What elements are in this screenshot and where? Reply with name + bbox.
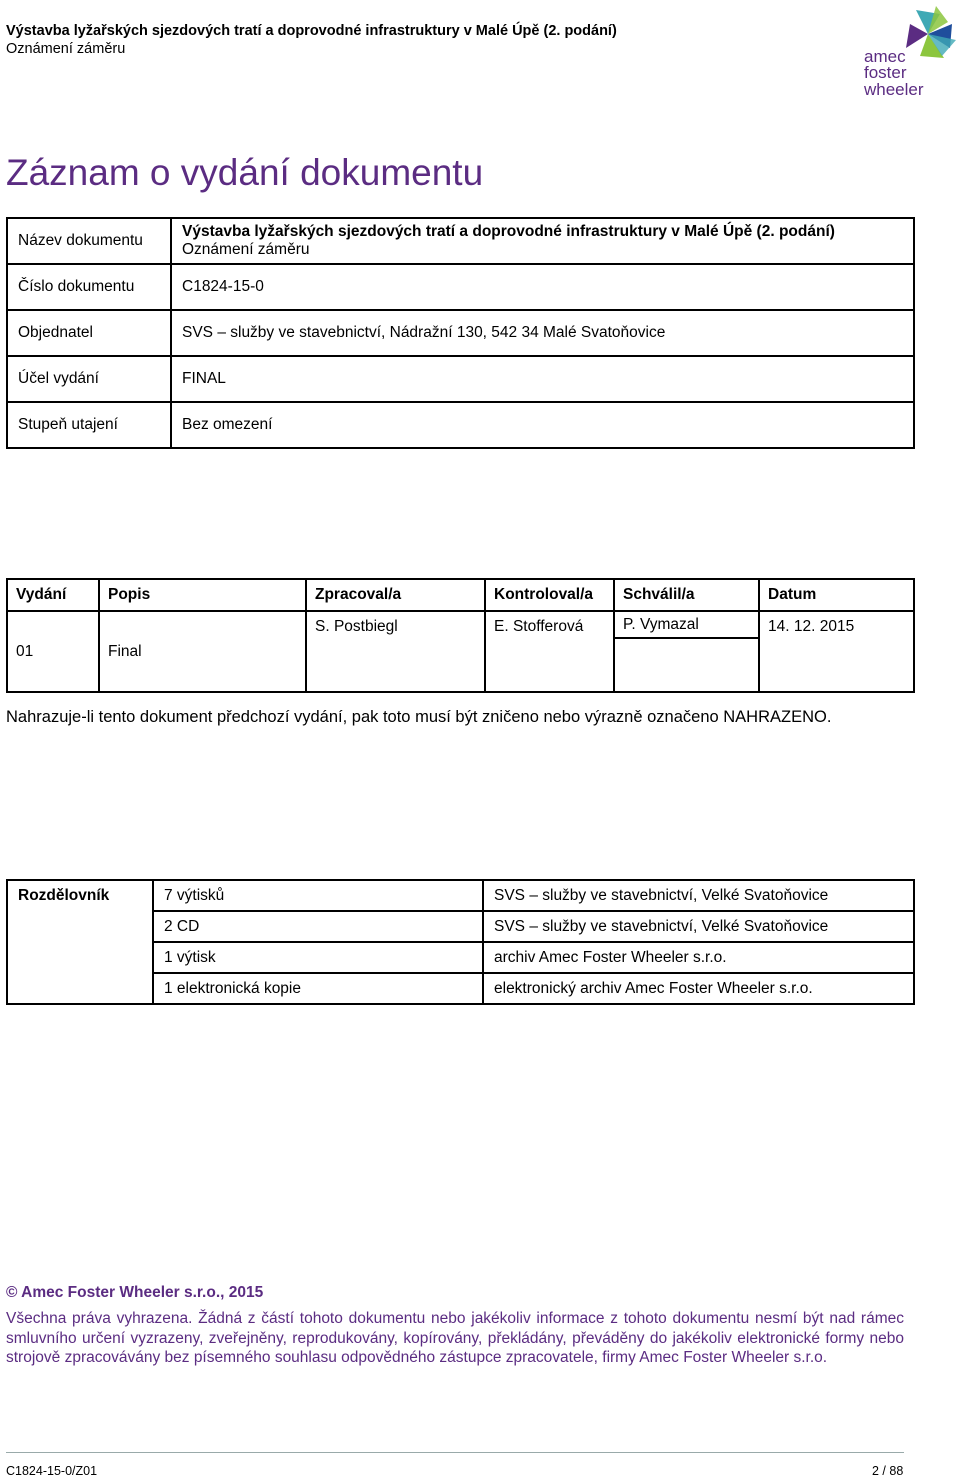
prepared-cell: S. Postbiegl [306, 611, 485, 692]
copies-cell: 1 elektronická kopie [153, 973, 483, 1004]
edition-cell: 01 [7, 611, 99, 692]
recipient-cell: SVS – služby ve stavebnictví, Velké Svatoňovice [483, 880, 914, 911]
info-label: Objednatel [7, 310, 171, 356]
footer-page-number: 2 / 88 [872, 1464, 904, 1478]
distribution-table [6, 879, 915, 1005]
recipient-cell: archiv Amec Foster Wheeler s.r.o. [483, 942, 914, 973]
info-value: FINAL [171, 356, 914, 402]
recipient-cell: SVS – služby ve stavebnictví, Velké Svatoňovice [483, 911, 914, 942]
document-info-table [6, 217, 915, 449]
info-label: Číslo dokumentu [7, 264, 171, 310]
info-value: C1824-15-0 [171, 264, 914, 310]
col-header: Datum [759, 579, 914, 611]
info-label: Název dokumentu [7, 218, 171, 264]
logo-word-1: amec [864, 47, 906, 66]
distribution-label: Rozdělovník [7, 880, 153, 1004]
copies-cell: 7 výtisků [153, 880, 483, 911]
description-cell: Final [99, 611, 306, 692]
header-subtitle: Oznámení záměru [6, 41, 126, 57]
rights-statement: Všechna práva vyhrazena. Žádná z částí tohoto dokumentu nebo jakékoliv informace z tohoto dokumentu nesmí být nad rámec smluvního určení vyzrazeny, zveřejněny, reprodukovány, kopírovány, překládány, převáděny do jakékoliv elektronické formy nebo strojově zpracovávány bez písemného souhlasu odpovědného zástupce zpracovatele, firmy Amec Foster Wheeler s.r.o. [6, 1310, 904, 1366]
col-header: Popis [99, 579, 306, 611]
footer-divider [6, 1452, 904, 1453]
recipient-cell: elektronický archiv Amec Foster Wheeler s.r.o. [483, 973, 914, 1004]
info-value [171, 218, 914, 264]
approved-cell-empty [614, 638, 759, 692]
supersede-note: Nahrazuje-li tento dokument předchozí vydání, pak toto musí být zničeno nebo výrazně označeno NAHRAZENO. [6, 708, 832, 726]
info-row-purpose [7, 356, 914, 402]
info-row-client [7, 310, 914, 356]
info-value: Bez omezení [171, 402, 914, 448]
revision-table [6, 578, 915, 693]
approved-cell: P. Vymazal [614, 611, 759, 638]
logo-word-3: wheeler [864, 80, 924, 99]
copies-cell: 1 výtisk [153, 942, 483, 973]
info-label: Stupeň utajení [7, 402, 171, 448]
distribution-row [7, 880, 914, 911]
checked-cell: E. Stofferová [485, 611, 614, 692]
header-title: Výstavba lyžařských sjezdových tratí a doprovodné infrastruktury v Malé Úpě (2. podání) [6, 23, 617, 39]
date-cell: 14. 12. 2015 [759, 611, 914, 692]
info-value: SVS – služby ve stavebnictví, Nádražní 130, 542 34 Malé Svatoňovice [171, 310, 914, 356]
logo-pinwheel-icon [906, 6, 956, 58]
info-row-number [7, 264, 914, 310]
revision-header-row [7, 579, 914, 611]
doc-name-value: Výstavba lyžařských sjezdových tratí a doprovodné infrastruktury v Malé Úpě (2. podání) [182, 223, 835, 240]
logo-word-2: foster [864, 63, 907, 82]
info-row-name [7, 218, 914, 264]
doc-name-value-2: Oznámení záměru [182, 241, 310, 258]
col-header: Schválil/a [614, 579, 759, 611]
col-header: Kontroloval/a [485, 579, 614, 611]
col-header: Zpracoval/a [306, 579, 485, 611]
info-row-classification [7, 402, 914, 448]
company-logo [858, 4, 958, 100]
footer-doc-id: C1824-15-0/Z01 [6, 1464, 98, 1478]
revision-row [7, 611, 914, 638]
col-header: Vydání [7, 579, 99, 611]
info-label: Účel vydání [7, 356, 171, 402]
copies-cell: 2 CD [153, 911, 483, 942]
page-title: Záznam o vydání dokumentu [6, 152, 484, 193]
copyright-line: © Amec Foster Wheeler s.r.o., 2015 [6, 1284, 264, 1301]
